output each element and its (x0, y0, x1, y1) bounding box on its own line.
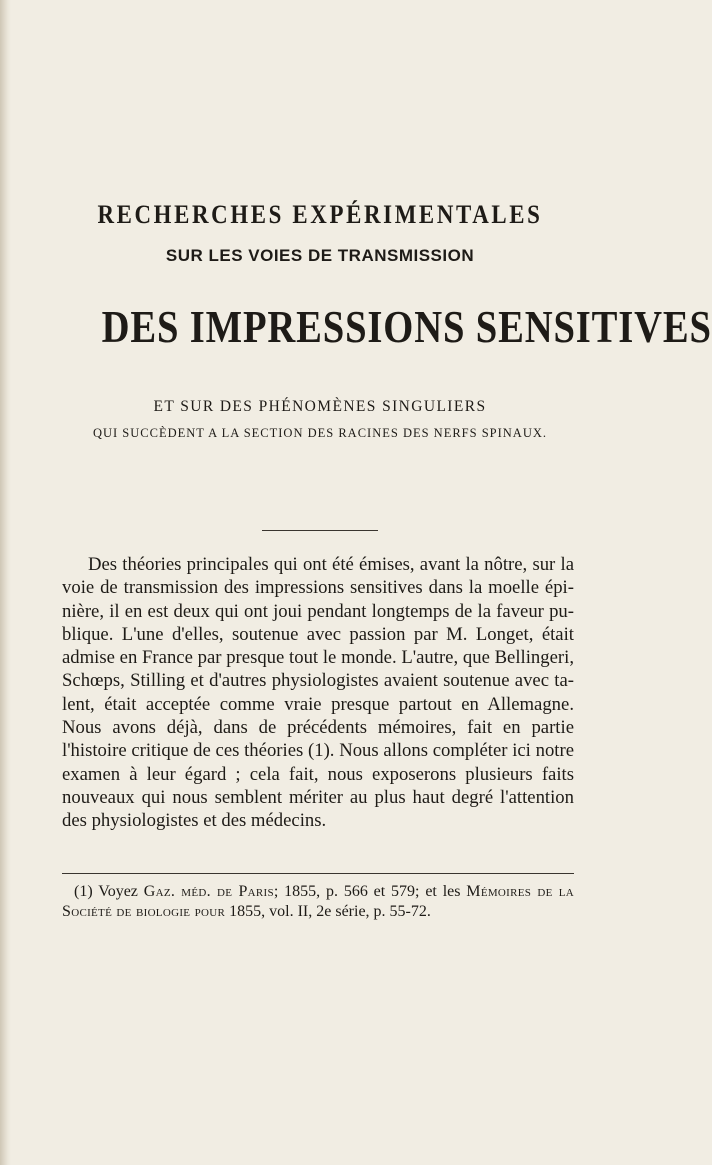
footnote-journal-name: Gaz. méd. de Paris (143, 883, 274, 900)
footnote (62, 882, 574, 922)
body-paragraph: Des théories principales qui ont été émises, avant la nôtre, sur la voie de transmission des impressions sensitives dans la moelle épinière, il en est deux qui ont joui pendant longtemps de la faveur publique. L'une d'elles, soutenue avec passion par M. Longet, était admise en France par presque tout le monde. L'autre, que Bellingeri, Schœps, Stilling et d'autres physiologistes avaient soutenue avec talent, était acceptée comme vraie presque partout en Allemagne. Nous avons déjà, dans de précédents mémoires, fait en partie l'histoire critique de ces théories (1). Nous allons compléter ici notre examen à leur égard ; cela fait, nous exposerons plusieurs faits nouveaux qui nous semblent mériter au plus haut degré l'attention des physiologistes et des médecins. (62, 554, 574, 832)
footnote-separator-rule (62, 873, 574, 874)
footnote-text-3: 1855, vol. II, 2e série, p. 55-72. (229, 903, 431, 920)
footnote-text-2: ; 1855, p. 566 et 579; et les (273, 883, 461, 900)
footnote-marker: (1) (74, 883, 93, 900)
footnote-society-name: Mémoires de la Société de biologie pour (62, 883, 574, 920)
title-line-1: RECHERCHES EXPÉRIMENTALES (97, 200, 543, 229)
title-separator-rule (262, 530, 378, 531)
subtitle-line-1: ET SUR DES PHÉNOMÈNES SINGULIERS (153, 398, 487, 415)
main-title: DES IMPRESSIONS SENSITIVES (101, 301, 712, 352)
subtitle-line-2: QUI SUCCÈDENT A LA SECTION DES RACINES DES NERFS SPINAUX. (92, 426, 548, 440)
title-line-2: SUR LES VOIES DE TRANSMISSION (165, 246, 475, 265)
footnote-text-1: Voyez (98, 883, 138, 900)
